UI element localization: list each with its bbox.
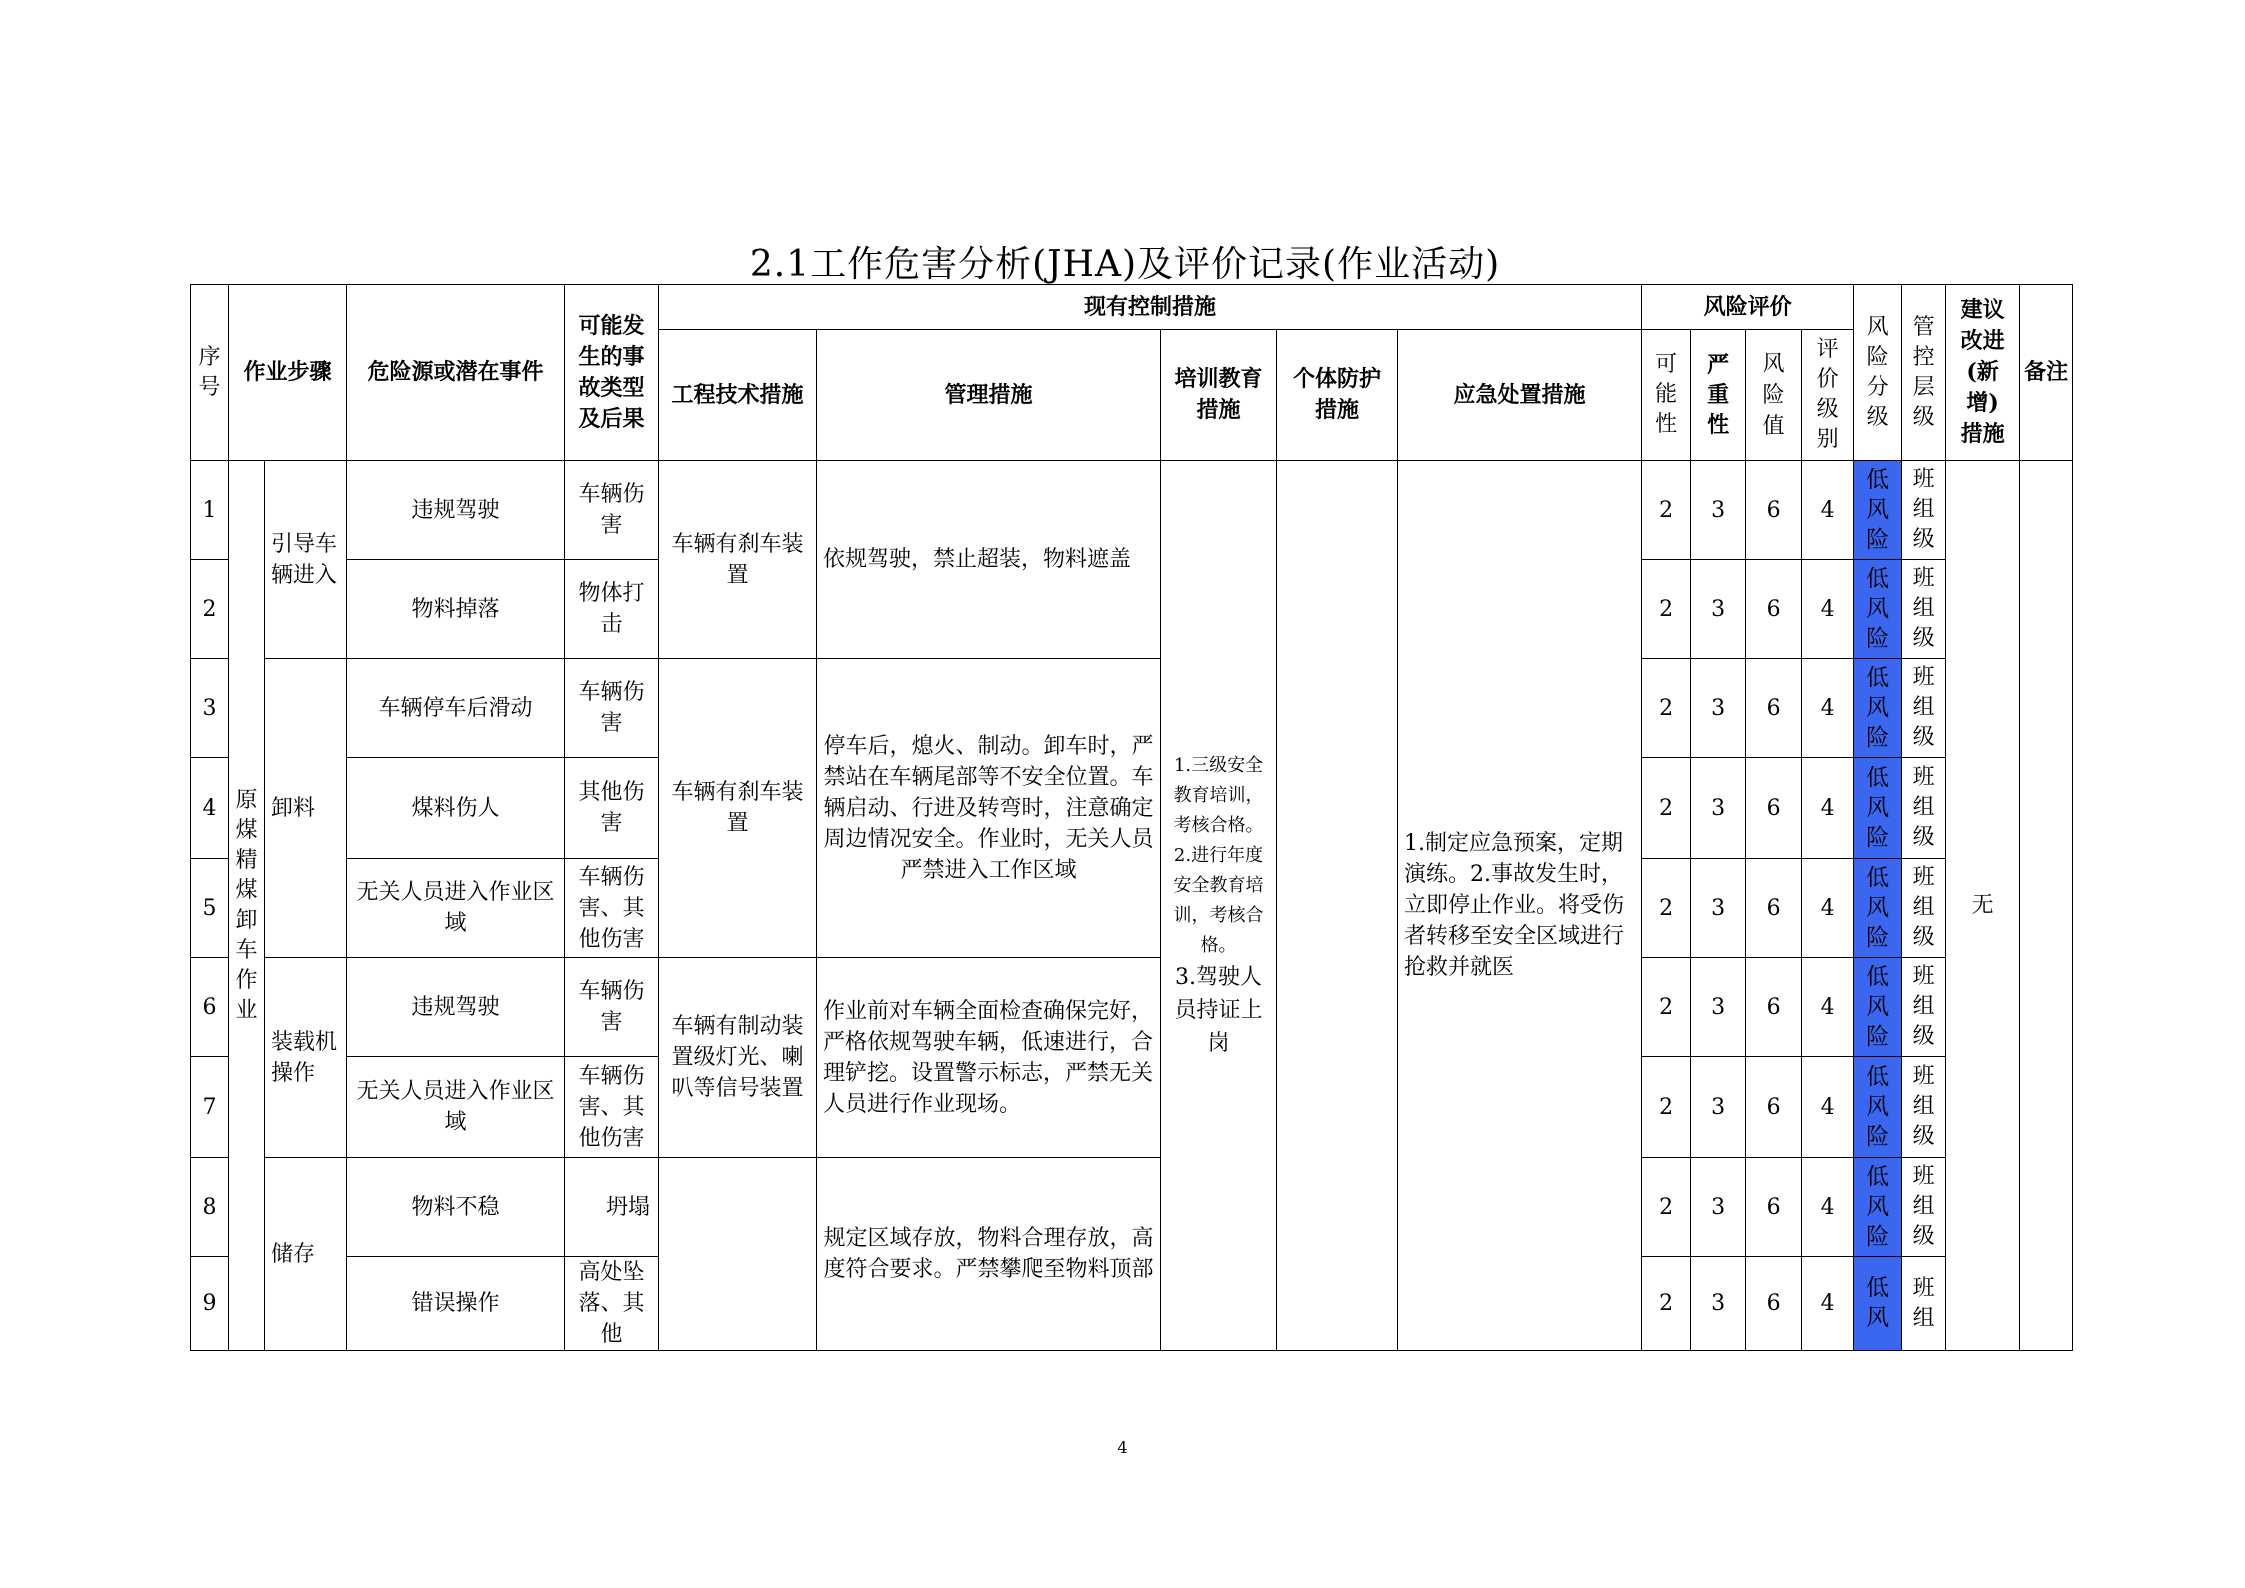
row-hazard: 物料不稳 [347, 1158, 565, 1257]
header-severity: 严重性 [1691, 330, 1746, 461]
activity-cell: 原煤精煤卸车作业 [229, 461, 265, 1351]
row-risk-grade: 低风险 [1854, 659, 1902, 758]
row-severity: 3 [1691, 560, 1746, 659]
row-severity: 3 [1691, 461, 1746, 560]
row-eval-level: 4 [1802, 859, 1854, 958]
row-risk-grade: 低风险 [1854, 461, 1902, 560]
header-eval-level: 评价级别 [1802, 330, 1854, 461]
row-likelihood: 2 [1642, 859, 1691, 958]
row-seq: 6 [191, 958, 229, 1057]
row-severity: 3 [1691, 758, 1746, 859]
header-risk-value: 风险值 [1746, 330, 1802, 461]
row-control-level: 班组级 [1902, 1158, 1946, 1257]
header-ppe: 个体防护措施 [1277, 330, 1398, 461]
row-seq: 5 [191, 859, 229, 958]
management-group-4: 规定区域存放，物料合理存放，高度符合要求。严禁攀爬至物料顶部 [817, 1158, 1161, 1351]
header-suggestion: 建议改进(新增)措施 [1946, 285, 2020, 461]
step-guide: 引导车辆进入 [265, 461, 347, 659]
row-accident: 物体打击 [565, 560, 659, 659]
row-risk-value: 6 [1746, 1057, 1802, 1158]
row-control-level: 班组级 [1902, 1057, 1946, 1158]
row-risk-value: 6 [1746, 758, 1802, 859]
row-control-level: 班组级 [1902, 659, 1946, 758]
row-likelihood: 2 [1642, 560, 1691, 659]
engineering-group-2: 车辆有刹车装置 [659, 659, 817, 958]
header-management: 管理措施 [817, 330, 1161, 461]
row-severity: 3 [1691, 958, 1746, 1057]
row-control-level: 班组级 [1902, 560, 1946, 659]
row-hazard: 煤料伤人 [347, 758, 565, 859]
row-risk-value: 6 [1746, 659, 1802, 758]
row-severity: 3 [1691, 1257, 1746, 1351]
training-measures: 1.三级安全教育培训，考核合格。2.进行年度安全教育培训，考核合格。 3.驾驶人员持证上岗 [1161, 461, 1277, 1351]
row-risk-value: 6 [1746, 1158, 1802, 1257]
header-engineering: 工程技术措施 [659, 330, 817, 461]
row-risk-grade: 低风险 [1854, 859, 1902, 958]
row-risk-value: 6 [1746, 461, 1802, 560]
row-accident: 车辆伤害、其他伤害 [565, 1057, 659, 1158]
row-severity: 3 [1691, 859, 1746, 958]
row-likelihood: 2 [1642, 659, 1691, 758]
row-accident: 其他伤害 [565, 758, 659, 859]
step-storage: 储存 [265, 1158, 347, 1351]
row-eval-level: 4 [1802, 758, 1854, 859]
row-risk-value: 6 [1746, 958, 1802, 1057]
row-seq: 8 [191, 1158, 229, 1257]
step-unload: 卸料 [265, 659, 347, 958]
page-number: 4 [1117, 1438, 1128, 1457]
header-control-level: 管控层级 [1902, 285, 1946, 461]
row-risk-grade: 低风险 [1854, 1057, 1902, 1158]
row-accident: 坍塌 [565, 1158, 659, 1257]
header-accident: 可能发生的事故类型及后果 [565, 285, 659, 461]
row-risk-value: 6 [1746, 1257, 1802, 1351]
row-eval-level: 4 [1802, 1158, 1854, 1257]
header-risk-grade: 风险分级 [1854, 285, 1902, 461]
row-accident: 高处坠落、其他 [565, 1257, 659, 1351]
row-severity: 3 [1691, 659, 1746, 758]
row-likelihood: 2 [1642, 1257, 1691, 1351]
row-hazard: 违规驾驶 [347, 958, 565, 1057]
row-accident: 车辆伤害 [565, 461, 659, 560]
row-hazard: 无关人员进入作业区域 [347, 1057, 565, 1158]
ppe-measures [1277, 461, 1398, 1351]
row-seq: 9 [191, 1257, 229, 1351]
page-title: 2.1工作危害分析(JHA)及评价记录(作业活动) [749, 244, 1501, 285]
header-training: 培训教育措施 [1161, 330, 1277, 461]
header-likelihood: 可能性 [1642, 330, 1691, 461]
header-remark: 备注 [2020, 285, 2073, 461]
row-hazard: 无关人员进入作业区域 [347, 859, 565, 958]
row-eval-level: 4 [1802, 958, 1854, 1057]
row-eval-level: 4 [1802, 1057, 1854, 1158]
row-seq: 2 [191, 560, 229, 659]
row-eval-level: 4 [1802, 1257, 1854, 1351]
header-seq: 序号 [191, 285, 229, 461]
row-seq: 1 [191, 461, 229, 560]
header-emergency: 应急处置措施 [1398, 330, 1642, 461]
row-risk-grade: 低风险 [1854, 1158, 1902, 1257]
row-seq: 3 [191, 659, 229, 758]
remark-cell [2020, 461, 2073, 1351]
row-severity: 3 [1691, 1057, 1746, 1158]
row-risk-grade: 低风险 [1854, 958, 1902, 1057]
row-hazard: 错误操作 [347, 1257, 565, 1351]
row-seq: 7 [191, 1057, 229, 1158]
row-hazard: 违规驾驶 [347, 461, 565, 560]
row-hazard: 物料掉落 [347, 560, 565, 659]
header-hazard: 危险源或潜在事件 [347, 285, 565, 461]
jha-table [190, 284, 2073, 1351]
row-hazard: 车辆停车后滑动 [347, 659, 565, 758]
row-eval-level: 4 [1802, 560, 1854, 659]
row-severity: 3 [1691, 1158, 1746, 1257]
row-likelihood: 2 [1642, 758, 1691, 859]
row-likelihood: 2 [1642, 1057, 1691, 1158]
row-control-level: 班组 [1902, 1257, 1946, 1351]
engineering-group-1: 车辆有刹车装置 [659, 461, 817, 659]
row-control-level: 班组级 [1902, 758, 1946, 859]
row-control-level: 班组级 [1902, 461, 1946, 560]
row-risk-value: 6 [1746, 560, 1802, 659]
row-accident: 车辆伤害 [565, 659, 659, 758]
management-group-1: 依规驾驶，禁止超装，物料遮盖 [817, 461, 1161, 659]
row-accident: 车辆伤害 [565, 958, 659, 1057]
emergency-measures: 1.制定应急预案，定期演练。2.事故发生时，立即停止作业。将受伤者转移至安全区域进行抢救并就医 [1398, 461, 1642, 1351]
step-loader: 装载机操作 [265, 958, 347, 1158]
row-eval-level: 4 [1802, 461, 1854, 560]
header-risk-eval: 风险评价 [1642, 285, 1854, 330]
row-seq: 4 [191, 758, 229, 859]
row-risk-value: 6 [1746, 859, 1802, 958]
suggestion-cell: 无 [1946, 461, 2020, 1351]
engineering-group-3: 车辆有制动装置级灯光、喇叭等信号装置 [659, 958, 817, 1158]
row-likelihood: 2 [1642, 958, 1691, 1057]
row-likelihood: 2 [1642, 1158, 1691, 1257]
row-accident: 车辆伤害、其他伤害 [565, 859, 659, 958]
row-control-level: 班组级 [1902, 859, 1946, 958]
header-existing-controls: 现有控制措施 [659, 285, 1642, 330]
row-risk-grade: 低风险 [1854, 560, 1902, 659]
row-risk-grade: 低风 [1854, 1257, 1902, 1351]
management-group-2: 停车后，熄火、制动。卸车时，严禁站在车辆尾部等不安全位置。车辆启动、行进及转弯时，注意确定周边情况安全。作业时，无关人员严禁进入工作区域 [817, 659, 1161, 958]
management-group-3: 作业前对车辆全面检查确保完好，严格依规驾驶车辆，低速进行，合理铲挖。设置警示标志，严禁无关人员进行作业现场。 [817, 958, 1161, 1158]
row-eval-level: 4 [1802, 659, 1854, 758]
row-control-level: 班组级 [1902, 958, 1946, 1057]
engineering-group-4 [659, 1158, 817, 1351]
row-likelihood: 2 [1642, 461, 1691, 560]
header-step: 作业步骤 [229, 285, 347, 461]
row-risk-grade: 低风险 [1854, 758, 1902, 859]
